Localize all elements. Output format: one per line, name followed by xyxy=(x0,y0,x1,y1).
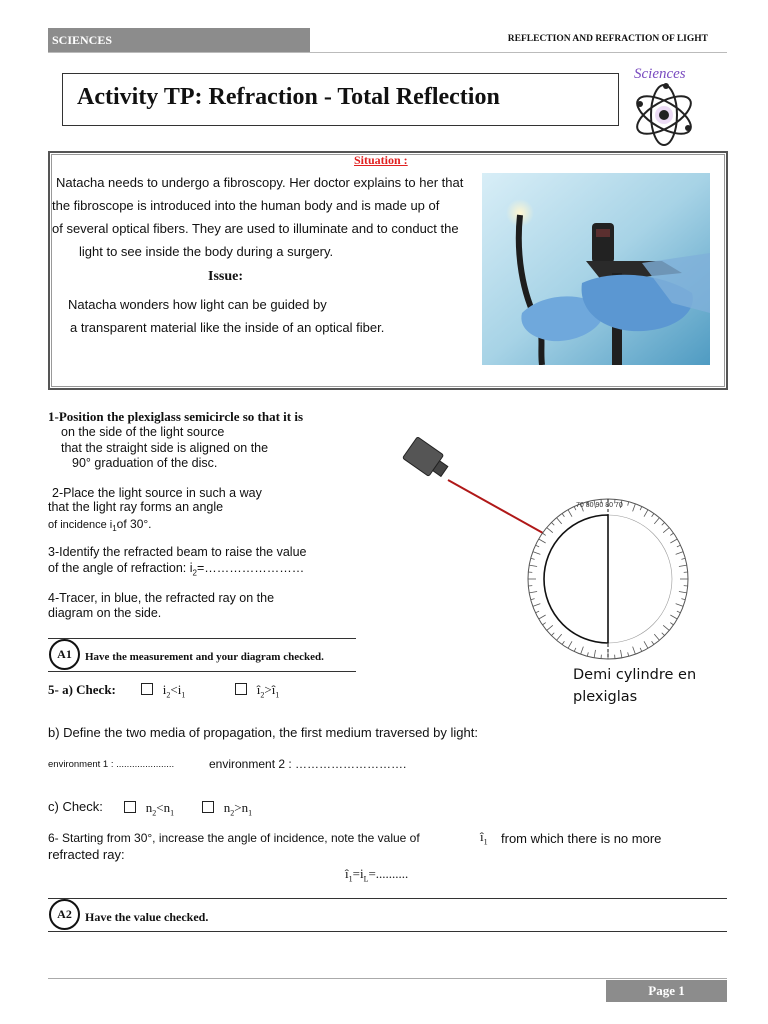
q6-tail: from which there is no more xyxy=(501,831,662,846)
step-4-line-2: diagram on the side. xyxy=(48,606,162,620)
q5-label: 5- a) Check: xyxy=(48,682,116,697)
checkbox[interactable] xyxy=(235,683,247,695)
q5b-text: b) Define the two media of propagation, the first medium traversed by light: xyxy=(48,725,478,740)
step-4-line-1: 4-Tracer, in blue, the refracted ray on the xyxy=(48,591,275,605)
situation-line-1: Natacha needs to undergo a fibroscopy. Her doctor explains to her that xyxy=(56,175,464,190)
q5c-label: c) Check: xyxy=(48,799,103,814)
a1-badge: A1 xyxy=(49,639,80,670)
step-1-line-1: on the side of the light source xyxy=(61,425,225,439)
light-source-icon xyxy=(403,437,452,482)
a2-text: Have the value checked. xyxy=(85,910,209,924)
diagram-caption-line-2: plexiglas xyxy=(573,689,638,705)
header-divider xyxy=(48,52,727,53)
situation-line-2: the fibroscope is introduced into the human body and is made up of xyxy=(52,198,440,213)
step-2-line-1: 2-Place the light source in such a way xyxy=(52,486,262,500)
a1-rule-top xyxy=(48,638,356,639)
step-2-line-3: of incidence $i_1of$ 30°. xyxy=(48,517,152,534)
step-3-line-2: of the angle of refraction: $i_2=\dots\dots\dots\dots\dots\dots\dots\dots$ xyxy=(48,561,305,578)
checkbox[interactable] xyxy=(202,801,214,813)
step-2-line-2: that the light ray forms an angle xyxy=(48,500,224,514)
q6-text: 6- Starting from 30°, increase the angle of incidence, note the value of xyxy=(48,831,420,845)
checkbox[interactable] xyxy=(141,683,153,695)
title-box xyxy=(62,73,619,126)
step-1-line-3: 90° graduation of the disc. xyxy=(72,456,218,470)
svg-text:Sciences: Sciences xyxy=(634,66,686,82)
environment-2[interactable]: environment 2 : ………………………. xyxy=(209,757,407,771)
diagram-caption-line-1: Demi cylindre en xyxy=(573,667,697,683)
a2-badge: A2 xyxy=(49,899,80,930)
q5c-option-1[interactable]: $n_2<n_1$ xyxy=(124,800,174,818)
svg-text:70 80 90 80 70: 70 80 90 80 70 xyxy=(576,502,623,509)
a1-rule-bottom xyxy=(48,671,356,672)
q5-option-2[interactable]: $î_2>î_1$ xyxy=(235,682,279,700)
q5-option-1[interactable]: $i_2<i_1$ xyxy=(141,682,185,700)
issue-line-1: Natacha wonders how light can be guided by xyxy=(68,297,327,312)
q5c-option-2[interactable]: $n_2>n_1$ xyxy=(202,800,252,818)
step-1-line-2: that the straight side is aligned on the xyxy=(61,441,269,455)
fibroscope-photo xyxy=(482,173,710,365)
a1-text: Have the measurement and your diagram checked. xyxy=(85,651,324,663)
issue-heading: Issue: xyxy=(208,269,244,284)
situation-heading: Situation : xyxy=(354,153,408,167)
checkbox[interactable] xyxy=(124,801,136,813)
atom-logo-icon xyxy=(626,60,706,150)
issue-line-2: a transparent material like the inside of an optical fiber. xyxy=(70,320,385,335)
page-number: Page 1 xyxy=(606,980,727,1002)
a2-rule-top xyxy=(48,898,727,899)
step-3-line-1: 3-Identify the refracted beam to raise the value xyxy=(48,545,307,559)
header-chapter: REFLECTION AND REFRACTION OF LIGHT xyxy=(507,34,708,44)
header-subject: SCIENCES xyxy=(48,28,310,52)
situation-line-3: of several optical fibers. They are used to illuminate and to conduct the xyxy=(52,221,459,236)
q6-symbol: $î_1$ xyxy=(480,829,488,847)
step-1-heading: 1-Position the plexiglass semicircle so that it is xyxy=(48,409,304,424)
situation-line-4: light to see inside the body during a surgery. xyxy=(79,244,334,259)
q6-formula[interactable]: $î_1=i_L=$.......... xyxy=(345,866,409,884)
environment-1[interactable]: environment 1 : ...................... xyxy=(48,759,175,770)
q6-line-2: refracted ray: xyxy=(48,847,125,862)
footer-divider xyxy=(48,978,727,979)
refraction-diagram xyxy=(400,430,730,700)
a2-rule-bottom xyxy=(48,931,727,932)
page-title: Activity TP: Refraction - Total Reflection xyxy=(77,84,500,110)
